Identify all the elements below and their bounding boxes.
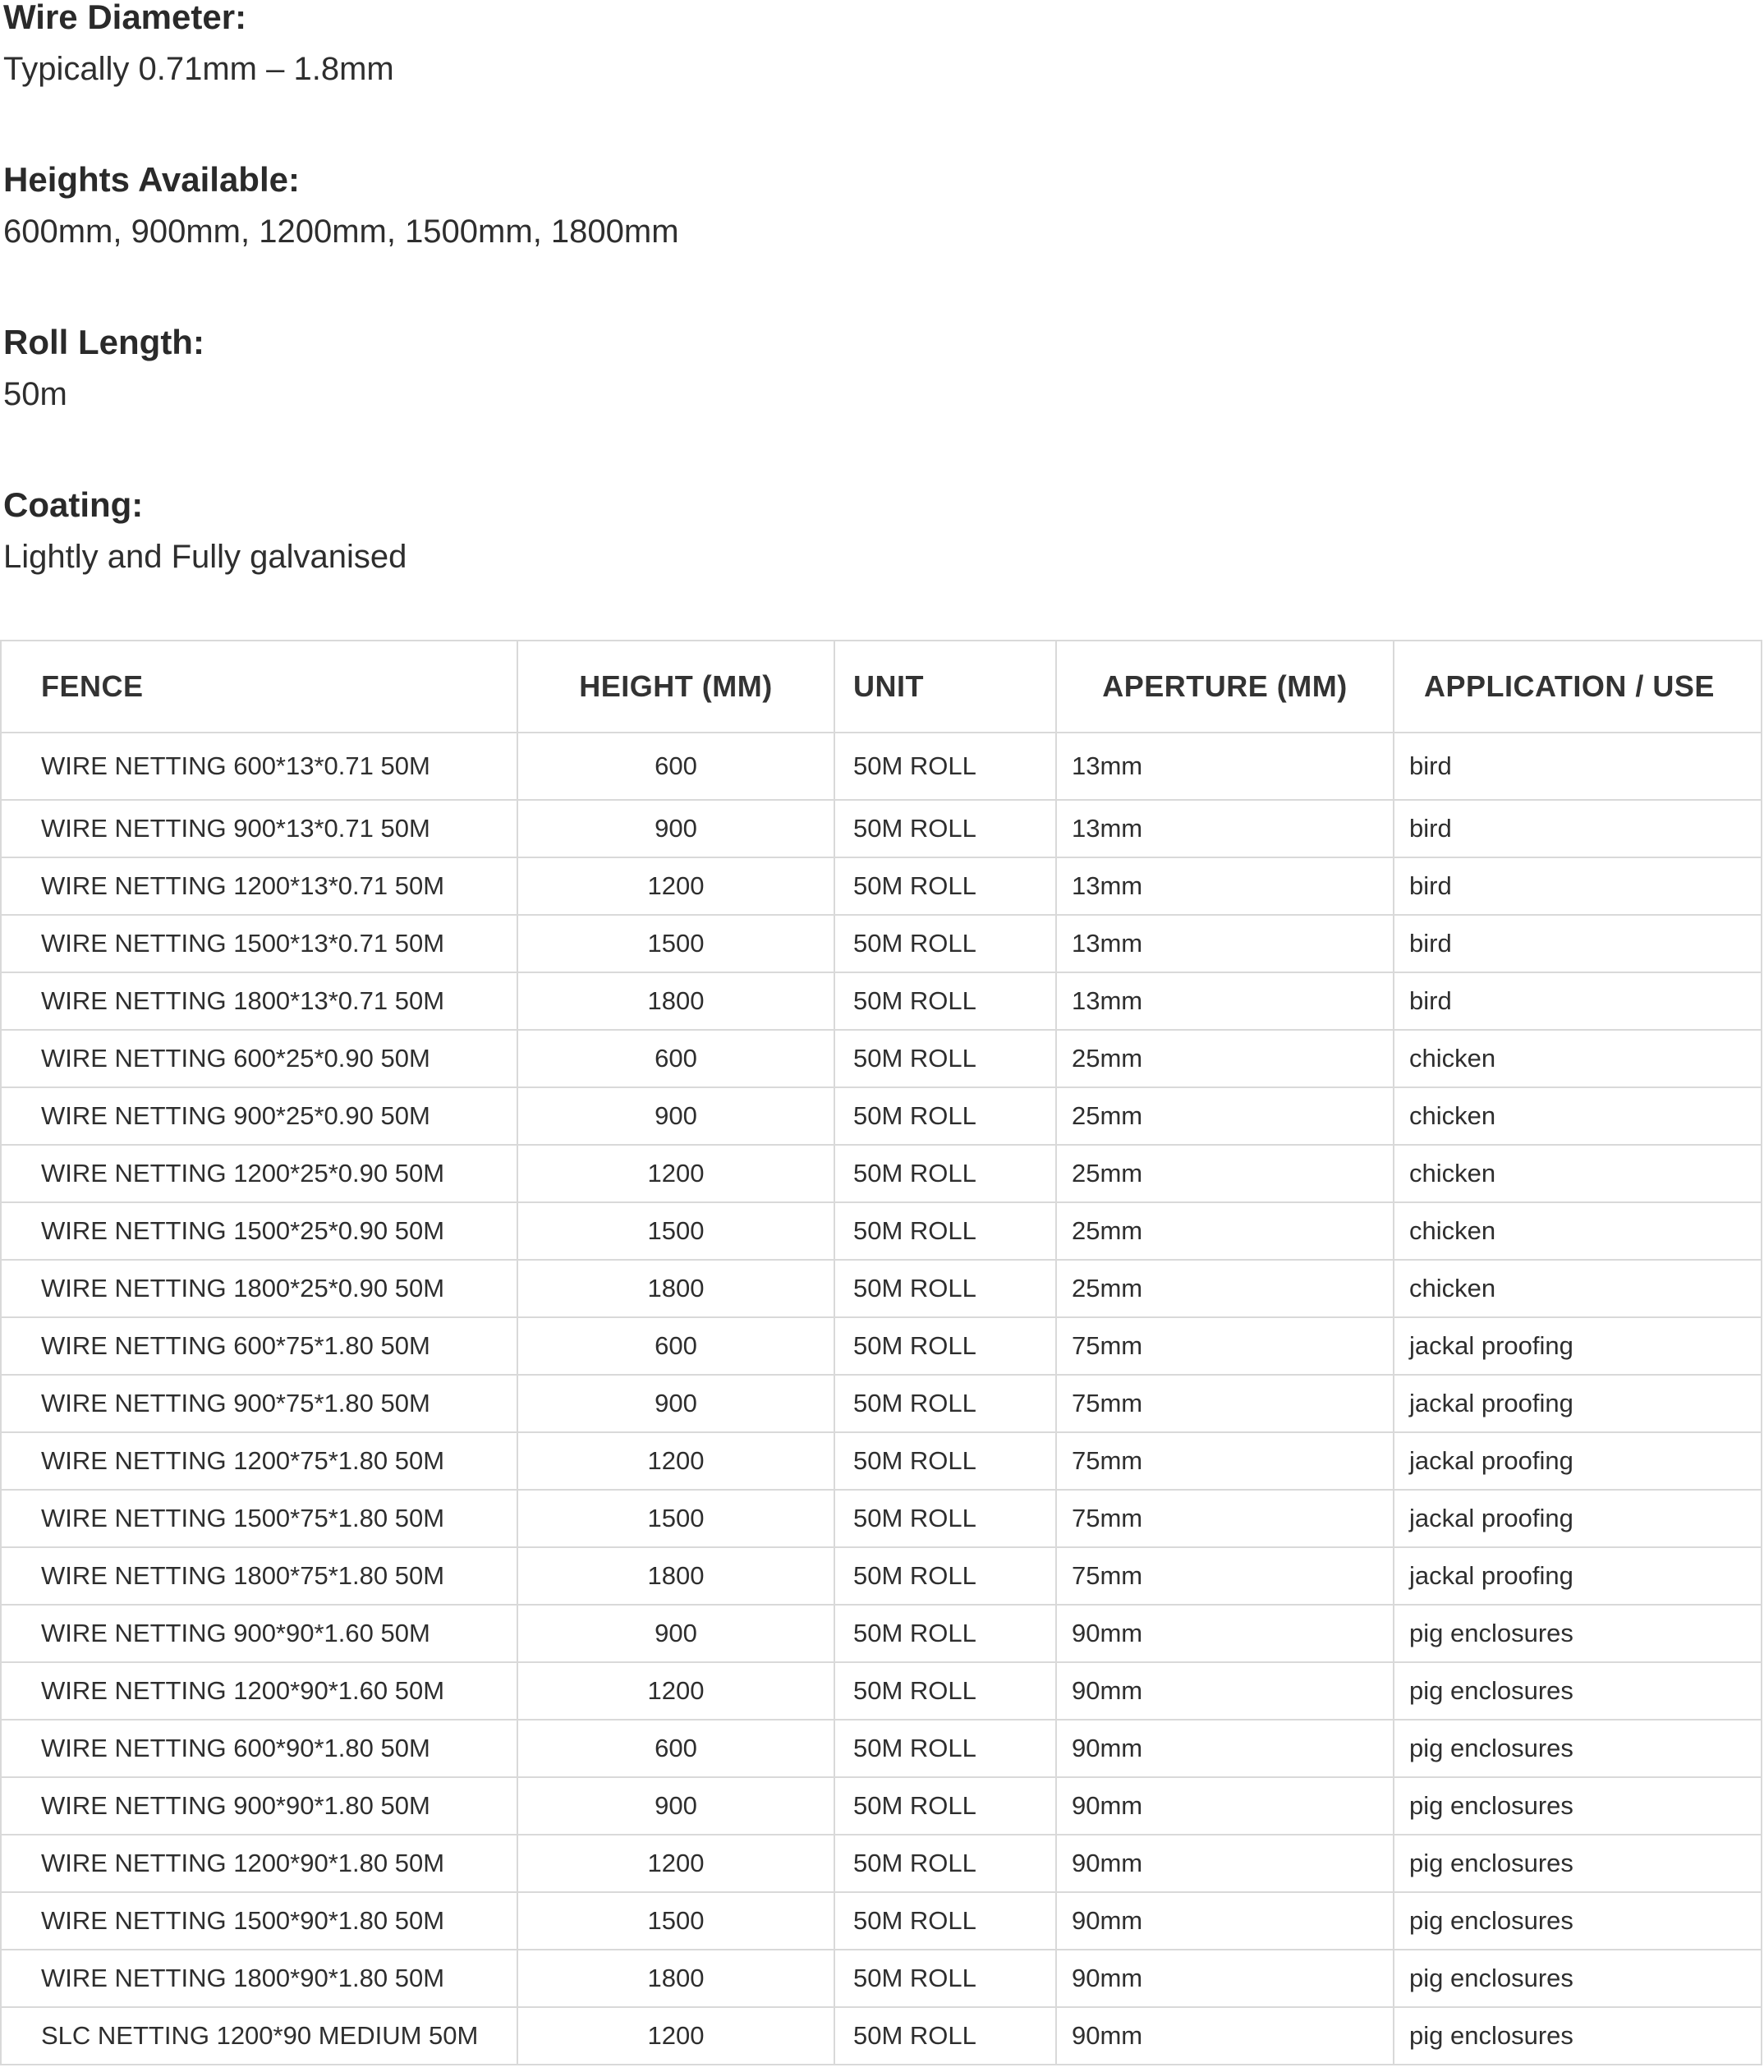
cell-unit: 50M ROLL [834,972,1056,1030]
product-specs [3,0,1728,650]
cell-aperture: 90mm [1056,1892,1394,1950]
cell-unit: 50M ROLL [834,1547,1056,1605]
cell-unit: 50M ROLL [834,1777,1056,1835]
cell-aperture: 90mm [1056,1720,1394,1777]
cell-fence: WIRE NETTING 1200*90*1.80 50M [1,1835,517,1892]
cell-unit: 50M ROLL [834,1087,1056,1145]
table-row [1,1835,1762,1892]
cell-unit: 50M ROLL [834,915,1056,972]
cell-application: chicken [1394,1145,1762,1202]
table-header-row [1,641,1762,733]
cell-application: pig enclosures [1394,1605,1762,1662]
cell-unit: 50M ROLL [834,1260,1056,1317]
cell-fence: WIRE NETTING 1500*25*0.90 50M [1,1202,517,1260]
cell-application: chicken [1394,1202,1762,1260]
cell-height: 900 [517,1777,834,1835]
cell-aperture: 90mm [1056,1662,1394,1720]
cell-fence: WIRE NETTING 1500*90*1.80 50M [1,1892,517,1950]
column-header-fence: FENCE [1,641,517,733]
cell-application: jackal proofing [1394,1490,1762,1547]
cell-fence: WIRE NETTING 900*13*0.71 50M [1,800,517,857]
table-row [1,972,1762,1030]
cell-application: pig enclosures [1394,2007,1762,2065]
spec-label: Coating: [3,485,144,524]
cell-application: bird [1394,800,1762,857]
cell-height: 1800 [517,1547,834,1605]
cell-aperture: 25mm [1056,1145,1394,1202]
cell-aperture: 75mm [1056,1547,1394,1605]
cell-application: jackal proofing [1394,1547,1762,1605]
table-row [1,1145,1762,1202]
cell-aperture: 13mm [1056,857,1394,915]
product-table-container [0,640,1762,2065]
cell-height: 900 [517,1375,834,1432]
cell-unit: 50M ROLL [834,1490,1056,1547]
product-table [0,640,1762,2065]
cell-aperture: 13mm [1056,972,1394,1030]
cell-height: 1800 [517,1260,834,1317]
table-row [1,1260,1762,1317]
cell-unit: 50M ROLL [834,1030,1056,1087]
table-row [1,915,1762,972]
cell-unit: 50M ROLL [834,1375,1056,1432]
table-row [1,1087,1762,1145]
cell-application: pig enclosures [1394,1950,1762,2007]
cell-height: 900 [517,1087,834,1145]
cell-aperture: 90mm [1056,1777,1394,1835]
cell-fence: WIRE NETTING 1200*75*1.80 50M [1,1432,517,1490]
cell-fence: WIRE NETTING 900*90*1.80 50M [1,1777,517,1835]
spec-heights-available [3,160,1728,325]
cell-height: 1200 [517,1662,834,1720]
cell-height: 1500 [517,1490,834,1547]
cell-application: pig enclosures [1394,1835,1762,1892]
column-header-unit: UNIT [834,641,1056,733]
cell-fence: WIRE NETTING 900*75*1.80 50M [1,1375,517,1432]
cell-unit: 50M ROLL [834,1145,1056,1202]
cell-unit: 50M ROLL [834,1432,1056,1490]
cell-application: pig enclosures [1394,1662,1762,1720]
cell-aperture: 90mm [1056,1950,1394,2007]
cell-fence: WIRE NETTING 600*90*1.80 50M [1,1720,517,1777]
cell-unit: 50M ROLL [834,800,1056,857]
cell-aperture: 75mm [1056,1375,1394,1432]
cell-aperture: 13mm [1056,800,1394,857]
cell-application: chicken [1394,1087,1762,1145]
table-row [1,1777,1762,1835]
cell-aperture: 75mm [1056,1432,1394,1490]
cell-application: bird [1394,857,1762,915]
cell-aperture: 75mm [1056,1317,1394,1375]
cell-fence: WIRE NETTING 1200*90*1.60 50M [1,1662,517,1720]
spec-label: Heights Available: [3,160,300,199]
table-row [1,1317,1762,1375]
cell-fence: WIRE NETTING 1800*25*0.90 50M [1,1260,517,1317]
cell-application: bird [1394,915,1762,972]
spec-value: Typically 0.71mm – 1.8mm [3,51,394,87]
table-row [1,1490,1762,1547]
table-row [1,2007,1762,2065]
cell-aperture: 25mm [1056,1030,1394,1087]
cell-height: 1500 [517,1892,834,1950]
cell-fence: WIRE NETTING 1500*13*0.71 50M [1,915,517,972]
cell-application: jackal proofing [1394,1317,1762,1375]
table-row [1,1202,1762,1260]
cell-application: pig enclosures [1394,1777,1762,1835]
cell-unit: 50M ROLL [834,1202,1056,1260]
cell-unit: 50M ROLL [834,857,1056,915]
table-row [1,1432,1762,1490]
cell-height: 1200 [517,857,834,915]
table-row [1,1030,1762,1087]
cell-fence: WIRE NETTING 900*90*1.60 50M [1,1605,517,1662]
cell-height: 1200 [517,2007,834,2065]
cell-aperture: 90mm [1056,2007,1394,2065]
cell-height: 1800 [517,972,834,1030]
table-row [1,1950,1762,2007]
cell-application: pig enclosures [1394,1892,1762,1950]
cell-fence: SLC NETTING 1200*90 MEDIUM 50M [1,2007,517,2065]
cell-aperture: 25mm [1056,1260,1394,1317]
cell-unit: 50M ROLL [834,1950,1056,2007]
cell-height: 1500 [517,1202,834,1260]
cell-application: bird [1394,733,1762,800]
cell-fence: WIRE NETTING 600*13*0.71 50M [1,733,517,800]
table-row [1,857,1762,915]
cell-fence: WIRE NETTING 1200*13*0.71 50M [1,857,517,915]
table-body [1,733,1762,2065]
cell-unit: 50M ROLL [834,1720,1056,1777]
spec-value: 50m [3,376,67,412]
cell-aperture: 13mm [1056,733,1394,800]
spec-wire-diameter [3,0,1728,163]
table-row [1,733,1762,800]
cell-fence: WIRE NETTING 600*75*1.80 50M [1,1317,517,1375]
cell-aperture: 13mm [1056,915,1394,972]
cell-aperture: 75mm [1056,1490,1394,1547]
table-row [1,1605,1762,1662]
cell-unit: 50M ROLL [834,1835,1056,1892]
cell-height: 900 [517,800,834,857]
cell-height: 600 [517,733,834,800]
column-header-aperture: APERTURE (MM) [1056,641,1394,733]
cell-unit: 50M ROLL [834,2007,1056,2065]
spec-value: 600mm, 900mm, 1200mm, 1500mm, 1800mm [3,214,679,250]
cell-height: 1200 [517,1145,834,1202]
cell-application: chicken [1394,1260,1762,1317]
table-row [1,1662,1762,1720]
spec-coating [3,485,1728,650]
cell-height: 1200 [517,1432,834,1490]
spec-label: Wire Diameter: [3,0,247,36]
cell-height: 600 [517,1030,834,1087]
table-row [1,1375,1762,1432]
table-row [1,1892,1762,1950]
cell-fence: WIRE NETTING 1800*75*1.80 50M [1,1547,517,1605]
cell-fence: WIRE NETTING 1500*75*1.80 50M [1,1490,517,1547]
cell-fence: WIRE NETTING 600*25*0.90 50M [1,1030,517,1087]
table-row [1,1547,1762,1605]
cell-aperture: 25mm [1056,1202,1394,1260]
cell-height: 600 [517,1317,834,1375]
column-header-application: APPLICATION / USE [1394,641,1762,733]
cell-height: 1800 [517,1950,834,2007]
cell-height: 900 [517,1605,834,1662]
cell-height: 600 [517,1720,834,1777]
cell-application: pig enclosures [1394,1720,1762,1777]
cell-application: chicken [1394,1030,1762,1087]
cell-application: jackal proofing [1394,1375,1762,1432]
cell-unit: 50M ROLL [834,1892,1056,1950]
spec-value: Lightly and Fully galvanised [3,539,407,575]
cell-fence: WIRE NETTING 1800*90*1.80 50M [1,1950,517,2007]
cell-unit: 50M ROLL [834,733,1056,800]
column-header-height: HEIGHT (MM) [517,641,834,733]
table-row [1,800,1762,857]
cell-application: jackal proofing [1394,1432,1762,1490]
cell-application: bird [1394,972,1762,1030]
spec-roll-length [3,325,1728,488]
cell-unit: 50M ROLL [834,1662,1056,1720]
cell-unit: 50M ROLL [834,1317,1056,1375]
cell-aperture: 90mm [1056,1605,1394,1662]
spec-label: Roll Length: [3,323,204,361]
table-row [1,1720,1762,1777]
cell-fence: WIRE NETTING 1800*13*0.71 50M [1,972,517,1030]
cell-aperture: 90mm [1056,1835,1394,1892]
cell-fence: WIRE NETTING 900*25*0.90 50M [1,1087,517,1145]
cell-height: 1500 [517,915,834,972]
cell-height: 1200 [517,1835,834,1892]
cell-aperture: 25mm [1056,1087,1394,1145]
cell-unit: 50M ROLL [834,1605,1056,1662]
cell-fence: WIRE NETTING 1200*25*0.90 50M [1,1145,517,1202]
